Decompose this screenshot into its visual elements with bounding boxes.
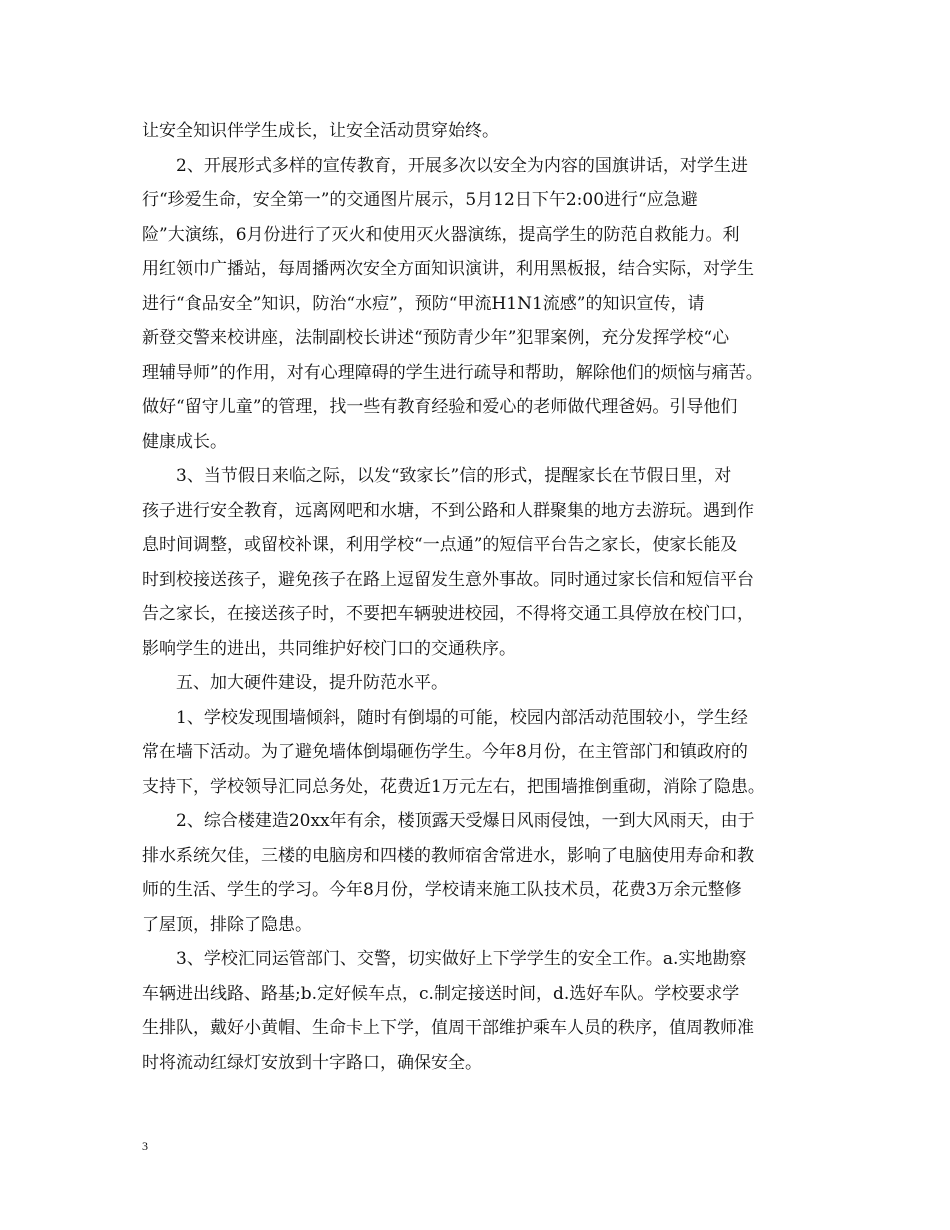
text-line: 排水系统欠佳，三楼的电脑房和四楼的教师宿舍常进水，影响了电脑使用寿命和教 — [142, 845, 754, 866]
text-line: 息时间调整，或留校补课，利用学校“一点通”的短信平台告之家长，使家长能及 — [142, 535, 738, 555]
text-line: 理辅导师”的作用，对有心理障碍的学生进行疏导和帮助，解除他们的烦恼与痛苦。 — [142, 362, 763, 383]
text-line: 常在墙下活动。为了避免墙体倒塌砸伤学生。今年8月份，在主管部门和镇政府的 — [142, 742, 748, 762]
text-line: 健康成长。 — [142, 431, 227, 452]
paragraph-start-line: 2、综合楼建造20xx年有余，楼顶露天受爆日风雨侵蚀，一到大风雨天，由于 — [176, 811, 755, 831]
text-line: 时到校接送孩子，避免孩子在路上逗留发生意外事故。同时通过家长信和短信平台 — [142, 569, 754, 590]
section-heading: 五、加大硬件建设，提升防范水平。 — [176, 673, 448, 693]
text-line: 时将流动红绿灯安放到十字路口，确保安全。 — [142, 1052, 482, 1073]
text-line: 新登交警来校讲座，法制副校长讲述“预防青少年”犯罪案例，充分发挥学校“心 — [142, 328, 730, 348]
text-line: 师的生活、学生的学习。今年8月份，学校请来施工队技术员，花费3万余元整修 — [142, 880, 742, 900]
text-line: 让安全知识伴学生成长，让安全活动贯穿始终。 — [142, 121, 499, 141]
paragraph-start-line: 2、开展形式多样的宣传教育，开展多次以安全为内容的国旗讲话，对学生进 — [176, 155, 748, 176]
document-body — [142, 114, 822, 1080]
paragraph-start-line: 3、学校汇同运管部门、交警，切实做好上下学学生的安全工作。a.实地勘察 — [176, 949, 747, 969]
paragraph-start-line: 3、当节假日来临之际，以发“致家长”信的形式，提醒家长在节假日里，对 — [176, 466, 732, 486]
paragraph-start-line: 1、学校发现围墙倾斜，随时有倒塌的可能，校园内部活动范围较小，学生经 — [176, 707, 748, 728]
text-line: 车辆进出线路、路基;b.定好候车点，c.制定接送时间，d.选好车队。学校要求学 — [142, 983, 740, 1004]
text-line: 孩子进行安全教育，远离网吧和水塘，不到公路和人群聚集的地方去游玩。遇到作 — [142, 500, 754, 521]
text-line: 告之家长，在接送孩子时，不要把车辆驶进校园，不得将交通工具停放在校门口， — [142, 604, 754, 624]
text-line: 进行“食品安全”知识，防治“水痘”，预防“甲流H1N1流感”的知识宣传，请 — [142, 293, 705, 314]
text-line: 影响学生的进出，共同维护好校门口的交通秩序。 — [142, 638, 516, 659]
text-line: 生排队，戴好小黄帽、生命卡上下学，值周干部维护乘车人员的秩序，值周教师准 — [142, 1018, 754, 1038]
text-line: 用红领巾广播站，每周播两次安全方面知识演讲，利用黑板报，结合实际，对学生 — [142, 259, 754, 279]
text-line: 支持下，学校领导汇同总务处，花费近1万元左右，把围墙推倒重砌，消除了隐患。 — [142, 776, 765, 797]
text-line: 做好“留守儿童”的管理，找一些有教育经验和爱心的老师做代理爸妈。引导他们 — [142, 397, 738, 417]
text-line: 了屋顶，排除了隐患。 — [142, 914, 312, 935]
page-number: 3 — [142, 1139, 148, 1153]
text-line: 险”大演练，6月份进行了灭火和使用灭火器演练，提高学生的防范自救能力。利 — [142, 224, 740, 245]
text-line: 行“珍爱生命，安全第一”的交通图片展示，5月12日下午2:00进行“应急避 — [142, 190, 698, 210]
